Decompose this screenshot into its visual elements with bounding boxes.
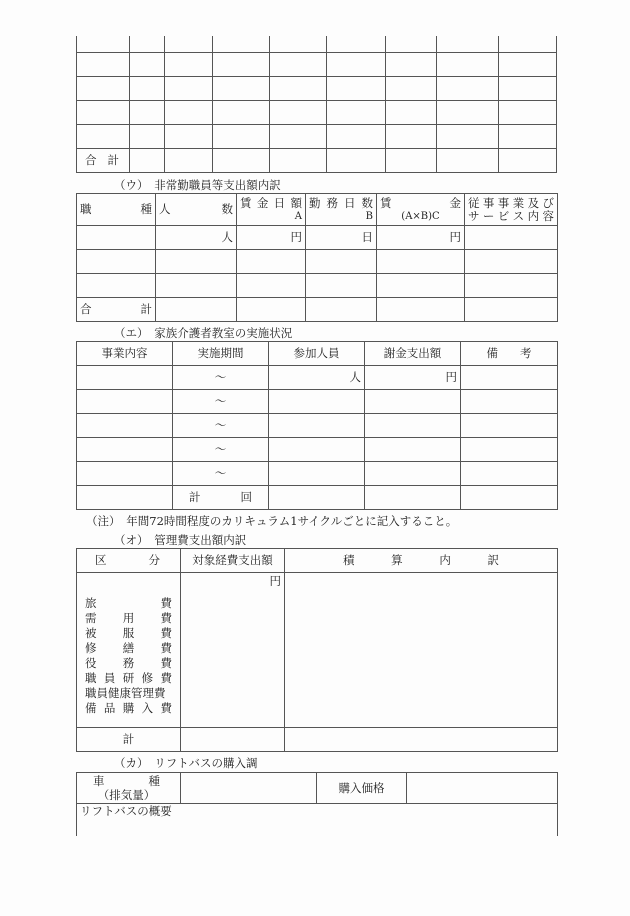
header-char: 賃 [380, 195, 392, 210]
top-table [76, 36, 557, 173]
header-content: 事業内容 [77, 342, 173, 366]
duties-cell[interactable] [465, 226, 558, 250]
header-wage [377, 194, 465, 226]
item-char: 旅 [85, 596, 97, 610]
header-char: び [542, 195, 554, 210]
table-cell[interactable] [165, 100, 213, 124]
table-row [77, 250, 558, 274]
table-cell[interactable] [327, 36, 386, 52]
displacement-label: （排気量） [97, 788, 156, 802]
table-cell[interactable] [77, 274, 156, 298]
table-cell[interactable] [437, 148, 499, 172]
table-cell[interactable] [386, 148, 437, 172]
total-label-char: 合 [85, 152, 97, 167]
item-char: 入 [141, 701, 154, 715]
table-cell[interactable] [386, 76, 437, 100]
total-label-char: 計 [140, 302, 152, 316]
table-row [77, 274, 558, 298]
table-cell[interactable] [437, 124, 499, 148]
item-char: 費 [160, 596, 172, 610]
content-cell[interactable] [77, 366, 173, 390]
table-cell[interactable] [77, 250, 156, 274]
item-char: 品 [103, 701, 116, 715]
item-repairs [85, 641, 172, 656]
header-row [77, 194, 558, 226]
table-cell[interactable] [237, 298, 306, 322]
header-char: 数 [361, 195, 373, 210]
header-char: サ [468, 208, 480, 223]
content-cell[interactable] [77, 438, 173, 462]
table-cell[interactable] [437, 100, 499, 124]
table-cell[interactable] [165, 36, 213, 52]
table-cell[interactable] [165, 148, 213, 172]
item-equipment [85, 701, 172, 716]
table-cell[interactable] [499, 52, 557, 76]
category-list [77, 573, 181, 728]
label-char: 車 [93, 774, 105, 788]
item-staff-training [85, 671, 172, 686]
remarks-cell[interactable] [461, 366, 558, 390]
item-char: 費 [160, 671, 172, 685]
table-cell[interactable] [77, 76, 130, 100]
table-cell[interactable] [437, 52, 499, 76]
item-char: 職員健康管理費 [85, 686, 166, 700]
header-char: 金 [256, 195, 269, 210]
table-row [77, 462, 558, 486]
header-char: 内 [527, 208, 540, 223]
table-row [77, 36, 557, 52]
header-amount: 対象経費支出額 [181, 549, 285, 573]
amount-cell[interactable] [181, 573, 285, 728]
note-text: （注） 年間72時間程度のカリキュラム1サイクルごとに記入すること。 [86, 514, 458, 528]
total-row [77, 486, 558, 510]
vehicle-type-cell[interactable] [181, 773, 317, 804]
header-row [77, 549, 558, 573]
honorarium-cell[interactable]: 円 [365, 366, 461, 390]
table-cell[interactable] [437, 76, 499, 100]
table-cell[interactable] [377, 298, 465, 322]
header-char: 日 [344, 195, 356, 210]
header-duties [465, 194, 558, 226]
header-char: 賃 [240, 195, 252, 210]
table-cell[interactable] [499, 100, 557, 124]
header-char: 業 [512, 195, 525, 210]
price-cell[interactable] [407, 773, 558, 804]
header-char: 訳 [487, 553, 499, 567]
table-cell[interactable] [165, 124, 213, 148]
item-char: 繕 [122, 641, 135, 655]
item-char: 備 [85, 701, 97, 715]
item-clothing [85, 626, 172, 641]
section-title-part-time-staff: （ウ） 非常勤職員等支出額内訳 [114, 178, 281, 192]
total-amount-cell[interactable] [181, 728, 285, 752]
item-char: 費 [160, 626, 172, 640]
vehicle-label [77, 773, 181, 804]
table-cell[interactable] [499, 148, 557, 172]
header-char: 備 [486, 346, 499, 360]
table-cell[interactable] [386, 52, 437, 76]
header-char: 考 [519, 346, 532, 360]
honorarium-cell[interactable] [365, 438, 461, 462]
table-row [77, 226, 558, 250]
header-work-days [306, 194, 377, 226]
table-cell[interactable] [130, 36, 165, 52]
item-char: 修 [85, 641, 97, 655]
table-cell[interactable] [130, 52, 165, 76]
item-char: 需 [85, 611, 97, 625]
item-services [85, 656, 172, 671]
total-row [77, 298, 558, 322]
total-row [77, 148, 557, 172]
header-char: 事 [497, 195, 510, 210]
table-row [77, 124, 557, 148]
header-char: 分 [148, 553, 160, 567]
table-cell[interactable] [213, 100, 270, 124]
content-cell[interactable] [77, 414, 173, 438]
header-remarks [461, 342, 558, 366]
table-cell[interactable] [156, 298, 237, 322]
items-row [77, 573, 558, 728]
table-cell[interactable] [213, 148, 270, 172]
period-cell[interactable]: ～ [173, 462, 269, 486]
period-cell[interactable]: ～ [173, 366, 269, 390]
table-cell[interactable] [327, 76, 386, 100]
item-char: 職 [85, 671, 97, 685]
overview-row [77, 804, 558, 836]
table-cell[interactable] [306, 298, 377, 322]
admin-costs-table [76, 548, 558, 752]
participants-cell[interactable]: 人 [269, 366, 365, 390]
table-cell[interactable] [306, 274, 377, 298]
table-cell[interactable] [156, 274, 237, 298]
part-time-staff-table [76, 193, 558, 322]
table-row [77, 390, 558, 414]
table-cell[interactable] [130, 100, 165, 124]
table-row [77, 366, 558, 390]
item-char: 員 [103, 671, 116, 685]
table-row [77, 100, 557, 124]
table-cell[interactable] [270, 148, 327, 172]
participants-cell[interactable] [269, 414, 365, 438]
table-row [77, 414, 558, 438]
table-cell[interactable] [237, 274, 306, 298]
caregiver-class-table [76, 341, 558, 510]
honorarium-cell[interactable] [365, 390, 461, 414]
table-cell[interactable] [130, 124, 165, 148]
lift-bus-table [76, 772, 558, 836]
header-daily-wage [237, 194, 306, 226]
content-cell[interactable] [77, 390, 173, 414]
table-row [77, 76, 557, 100]
table-cell[interactable] [130, 76, 165, 100]
table-cell[interactable] [461, 486, 558, 510]
section-title-lift-bus: （カ） リフトバスの購入調 [114, 756, 258, 770]
table-cell[interactable] [499, 124, 557, 148]
header-char: 算 [391, 553, 403, 567]
total-label-char: 計 [189, 490, 201, 504]
header-char: ス [512, 208, 525, 223]
honorarium-cell[interactable] [365, 462, 461, 486]
table-cell[interactable] [213, 52, 270, 76]
table-cell[interactable] [327, 100, 386, 124]
item-char: 研 [122, 671, 135, 685]
period-cell[interactable]: ～ [173, 414, 269, 438]
table-cell[interactable] [270, 52, 327, 76]
item-char: 費 [160, 611, 172, 625]
table-cell[interactable] [77, 100, 130, 124]
table-cell[interactable] [165, 76, 213, 100]
item-char: 費 [160, 656, 172, 670]
table-cell[interactable] [386, 124, 437, 148]
table-cell[interactable] [213, 124, 270, 148]
total-sessions-cell[interactable] [173, 486, 269, 510]
table-cell[interactable] [213, 76, 270, 100]
item-char: 購 [122, 701, 135, 715]
yen-unit: 円 [269, 574, 281, 588]
header-participants: 参加人員 [269, 342, 365, 366]
table-cell[interactable] [77, 486, 173, 510]
period-cell[interactable]: ～ [173, 390, 269, 414]
table-cell[interactable] [270, 100, 327, 124]
table-cell[interactable] [465, 298, 558, 322]
table-cell[interactable] [270, 36, 327, 52]
total-label-char: 合 [80, 302, 92, 316]
item-char: 用 [122, 611, 135, 625]
header-period: 実施期間 [173, 342, 269, 366]
table-cell[interactable] [327, 148, 386, 172]
header-char: 積 [343, 553, 355, 567]
honorarium-cell[interactable] [365, 414, 461, 438]
header-char: 及 [527, 195, 540, 210]
remarks-cell[interactable] [461, 438, 558, 462]
remarks-cell[interactable] [461, 414, 558, 438]
table-cell[interactable] [386, 36, 437, 52]
total-label-char: 回 [240, 490, 252, 504]
price-label: 購入価格 [317, 773, 407, 804]
header-char: 種 [140, 202, 152, 216]
item-char: 役 [85, 656, 97, 670]
work-days-cell[interactable]: 日 [306, 226, 377, 250]
table-cell[interactable] [365, 486, 461, 510]
table-cell[interactable] [499, 36, 557, 52]
participants-cell[interactable] [269, 462, 365, 486]
wage-cell[interactable]: 円 [377, 226, 465, 250]
header-char: 金 [449, 195, 461, 210]
item-char: 費 [160, 701, 172, 715]
item-char: 被 [85, 626, 97, 640]
breakdown-cell[interactable] [285, 573, 558, 728]
table-row [77, 773, 558, 804]
overview-cell[interactable] [77, 804, 558, 836]
table-cell[interactable] [377, 250, 465, 274]
job-type-cell[interactable] [77, 226, 156, 250]
table-cell[interactable] [156, 250, 237, 274]
table-cell[interactable] [327, 52, 386, 76]
item-staff-health [85, 686, 172, 701]
header-char: 日 [273, 195, 286, 210]
remarks-cell[interactable] [461, 462, 558, 486]
table-cell[interactable] [327, 124, 386, 148]
header-char: 従 [468, 195, 480, 210]
total-label [77, 148, 130, 172]
label-char: 種 [148, 774, 160, 788]
header-char: ー [482, 208, 495, 223]
table-cell[interactable] [377, 274, 465, 298]
table-cell[interactable] [237, 250, 306, 274]
table-cell[interactable] [465, 274, 558, 298]
total-label [77, 298, 156, 322]
header-char: 務 [326, 195, 338, 210]
table-cell[interactable] [499, 76, 557, 100]
section-title-admin-costs: （オ） 管理費支出額内訳 [114, 533, 247, 547]
remarks-cell[interactable] [461, 390, 558, 414]
table-cell[interactable] [306, 250, 377, 274]
total-row [77, 728, 558, 752]
table-cell[interactable] [269, 486, 365, 510]
table-cell[interactable] [77, 124, 130, 148]
count-cell[interactable]: 人 [156, 226, 237, 250]
header-char: 区 [95, 553, 107, 567]
daily-wage-cell[interactable]: 円 [237, 226, 306, 250]
table-cell[interactable] [77, 36, 130, 52]
header-char: 数 [221, 202, 233, 216]
header-category [77, 549, 181, 573]
table-cell[interactable] [77, 52, 130, 76]
item-char: 修 [141, 671, 154, 685]
table-cell[interactable] [465, 250, 558, 274]
header-char: 事 [482, 195, 495, 210]
header-count [156, 194, 237, 226]
table-row [77, 438, 558, 462]
header-char: 職 [80, 202, 92, 216]
content-cell[interactable] [77, 462, 173, 486]
header-breakdown [285, 549, 558, 573]
table-cell[interactable] [130, 148, 165, 172]
participants-cell[interactable] [269, 390, 365, 414]
item-char: 服 [122, 626, 135, 640]
header-sub: (A×B)C [401, 210, 440, 222]
item-supplies [85, 611, 172, 626]
header-sub: A [294, 210, 302, 222]
table-cell[interactable] [213, 36, 270, 52]
header-char: 額 [290, 195, 302, 210]
item-char: 務 [122, 656, 135, 670]
table-cell[interactable] [437, 36, 499, 52]
participants-cell[interactable] [269, 438, 365, 462]
table-cell[interactable] [270, 124, 327, 148]
total-breakdown-cell[interactable] [285, 728, 558, 752]
period-cell[interactable]: ～ [173, 438, 269, 462]
table-row [77, 52, 557, 76]
table-cell[interactable] [165, 52, 213, 76]
header-char: ビ [497, 208, 510, 223]
header-row [77, 342, 558, 366]
header-char: 勤 [309, 195, 321, 210]
total-label-char: 計 [107, 152, 119, 167]
header-char: 容 [542, 208, 554, 223]
item-travel [85, 596, 172, 611]
header-sub: B [365, 210, 373, 222]
section-title-caregiver-class: （エ） 家族介護者教室の実施状況 [114, 326, 293, 340]
total-label: 計 [77, 728, 181, 752]
overview-label: リフトバスの概要 [80, 804, 172, 818]
header-char: 人 [159, 202, 171, 216]
table-cell[interactable] [270, 76, 327, 100]
header-honorarium: 謝金支出額 [365, 342, 461, 366]
table-cell[interactable] [386, 100, 437, 124]
header-job-type [77, 194, 156, 226]
item-char: 費 [160, 641, 172, 655]
header-char: 内 [439, 553, 451, 567]
